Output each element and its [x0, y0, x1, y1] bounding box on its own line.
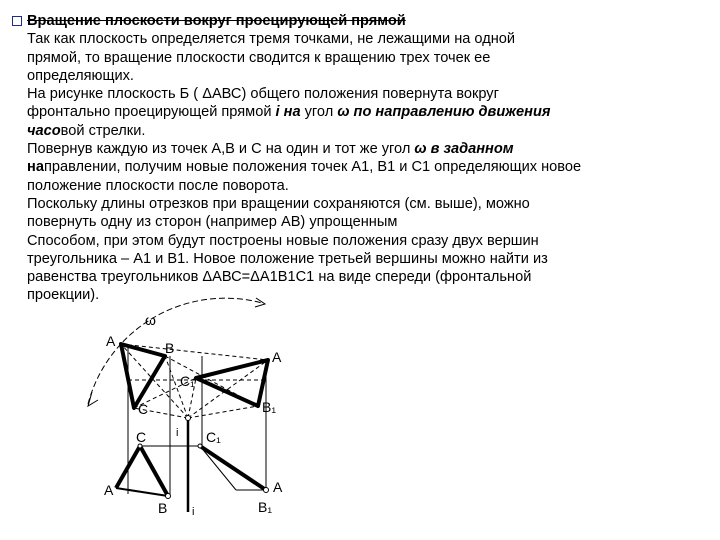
slide-title: Вращение плоскости вокруг проецирующей прямой: [27, 13, 406, 29]
text-line: Способом, при этом будут построены новые положения сразу двух вершин: [27, 232, 539, 249]
label-B1-bottom: B₁: [258, 499, 273, 515]
label-B: B: [165, 340, 175, 356]
bottom-segment-C1A1: [200, 446, 266, 490]
text-fragment-bold-italic: i на: [275, 104, 301, 121]
label-i: i: [176, 427, 179, 439]
text-fragment: правлении, получим новые положения точек А1, В1 и С1 определяющих новое: [43, 159, 582, 176]
label-i-bottom: i: [192, 506, 195, 518]
text-line: повернуть одну из сторон (например АВ) упрощенным: [27, 214, 398, 231]
text-fragment: угол: [300, 104, 338, 121]
text-line: равенства треугольников ΔАВС=ΔА1В1С1 на виде спереди (фронтальной: [27, 269, 532, 286]
points: [138, 416, 269, 499]
label-B1: B₁: [262, 399, 277, 415]
text-line: определяющих.: [27, 67, 134, 84]
bottom-segment-AB: [116, 488, 168, 496]
omega-label: ω: [145, 312, 156, 328]
text-fragment-bold-italic: ω по направлению движения: [337, 104, 551, 121]
text-fragment: фронтально проецирующей прямой: [27, 104, 276, 121]
label-C1-bottom: C₁: [206, 429, 221, 445]
arc-tick: [88, 392, 98, 406]
text-line: прямой, то вращение плоскости сводится к вращению трех точек ее: [27, 49, 491, 66]
text-fragment: Повернув каждую из точек А,В и С на один и тот же угол: [27, 141, 415, 158]
label-A1-bottom: A: [273, 479, 283, 495]
text-line: проекции).: [27, 287, 100, 304]
text-line: положение плоскости после поворота.: [27, 177, 289, 194]
text-fragment-bold-italic: ω в заданном: [414, 141, 514, 158]
label-C: C: [138, 401, 149, 417]
label-A: A: [106, 333, 116, 349]
triangle-A1B1C1: [196, 360, 268, 406]
label-A-bottom: A: [104, 482, 114, 498]
label-C-bottom: C: [136, 429, 147, 445]
text-line: Поскольку длины отрезков при вращении сохраняются (см. выше), можно: [27, 195, 530, 212]
text-fragment: вой стрелки.: [60, 122, 146, 139]
text-fragment-bold-italic: часо: [27, 122, 61, 139]
text-line: треугольника – А1 и В1. Новое положение третьей вершины можно найти из: [27, 250, 548, 267]
label-A1: A: [272, 349, 282, 365]
label-C1: C₁: [180, 373, 195, 389]
text-line: На рисунке плоскость Б ( ΔАВС) общего положения повернута вокруг: [27, 86, 499, 103]
bottom-segment-CB: [140, 446, 168, 496]
text-line: Так как плоскость определяется тремя точками, не лежащими на одной: [27, 31, 516, 48]
text-fragment-bold: на: [27, 159, 44, 176]
label-B-bottom: B: [158, 500, 168, 516]
